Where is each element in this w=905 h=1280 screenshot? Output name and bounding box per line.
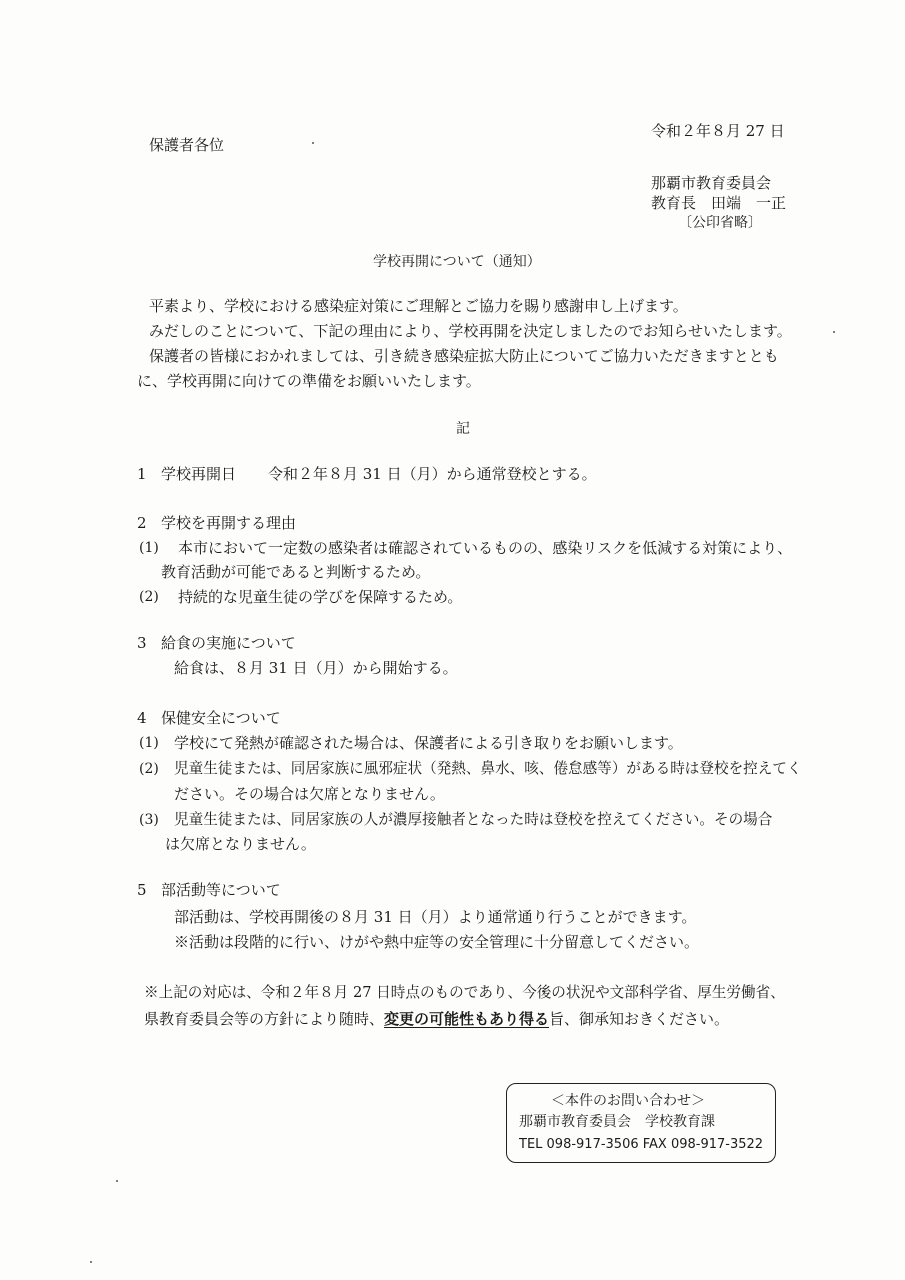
section-4-title: 保健安全について [161,709,281,727]
section-2-sub-1-number: (1) [139,540,159,556]
section-1-body: 令和２年８月 31 日（月）から通常登校とする。 [268,465,597,483]
scan-speck [833,331,835,333]
contact-box [506,1083,776,1163]
section-4-sub-2-text-cont: ださい。その場合は欠席となりません。 [174,785,445,803]
ki-heading: 記 [456,421,470,437]
section-2-sub-1-text: 本市において一定数の感染者は確認されているものの、感染リスクを低減する対策により、 [178,539,793,557]
section-1-title: 学校再開日 [161,465,237,483]
note-line-1: ※上記の対応は、令和２年８月 27 日時点のものであり、今後の状況や文部科学省、厚生労働省、 [144,984,785,1001]
note-line-2 [144,1012,729,1027]
sender-org: 那覇市教育委員会 [651,174,772,192]
section-4-sub-2-number: (2) [139,761,159,777]
section-5-body: 部活動は、学校再開後の８月 31 日（月）より通常通り行うことができます。 [174,908,697,926]
document-date: 令和２年８月 27 日 [651,122,785,140]
contact-org: 那覇市教育委員会 学校教育課 [519,1114,715,1130]
scan-speck [116,1180,118,1182]
section-3-title: 給食の実施について [161,634,296,652]
addressee: 保護者各位 [149,136,225,154]
section-4-sub-1-text: 学校にて発熱が確認された場合は、保護者による引き取りをお願いします。 [174,734,683,752]
section-4-sub-3-text: 児童生徒または、同居家族の人が濃厚接触者となった時は登校を控えてください。その場合 [174,811,773,828]
section-3-body: 給食は、８月 31 日（月）から開始する。 [174,659,458,677]
scan-speck [312,142,314,144]
intro-paragraph-3: 保護者の皆様におかれましては、引き続き感染症拡大防止についてご協力いただきますとともに、学校再開に向けての準備をお願いいたします。 [137,347,779,390]
contact-tel: TEL 098-917-3506 FAX 098-917-3522 [519,1137,764,1152]
section-2-number: 2 [137,514,147,532]
note-line-2-post: 旨、御承知おきください。 [549,1010,730,1028]
section-5-caution: ※活動は段階的に行い、けがや熱中症等の安全管理に十分留意してください。 [174,933,700,951]
section-2-sub-2-number: (2) [139,589,159,605]
intro-paragraph-2: みだしのことについて、下記の理由により、学校再開を決定しましたのでお知らせいたします。 [149,322,792,340]
section-4-sub-1-number: (1) [139,735,159,751]
note-emphasis: 変更の可能性もあり得る [384,1010,550,1028]
section-5-number: 5 [137,881,147,899]
section-2-sub-1-text-cont: 教育活動が可能であると判断するため。 [161,563,431,581]
section-4-sub-2-text: 児童生徒または、同居家族に風邪症状（発熱、鼻水、咳、倦怠感等）がある時は登校を控えてく [174,760,802,777]
sender-person: 教育長 田端 一正 [651,194,787,212]
intro-paragraph-1: 平素より、学校における感染症対策にご理解とご協力を賜り感謝申し上げます。 [149,297,688,315]
section-4-sub-3-number: (3) [139,812,159,828]
note-line-2-pre: 県教育委員会等の方針により随時、 [144,1010,385,1028]
section-2-sub-2-text: 持続的な児童生徒の学びを保障するため。 [178,588,463,606]
section-2-title: 学校を再開する理由 [161,514,297,532]
section-4-sub-3-text-cont: は欠席となりません。 [165,835,316,853]
section-3-number: 3 [137,634,147,652]
document-title: 学校再開について（通知） [373,254,541,270]
contact-heading: ＜本件のお問い合わせ＞ [551,1093,705,1109]
section-1-number: 1 [137,465,147,483]
section-5-title: 部活動等について [161,881,281,899]
scan-speck [90,1261,92,1263]
section-4-number: 4 [137,709,147,727]
seal-note: 〔公印省略〕 [678,215,762,231]
